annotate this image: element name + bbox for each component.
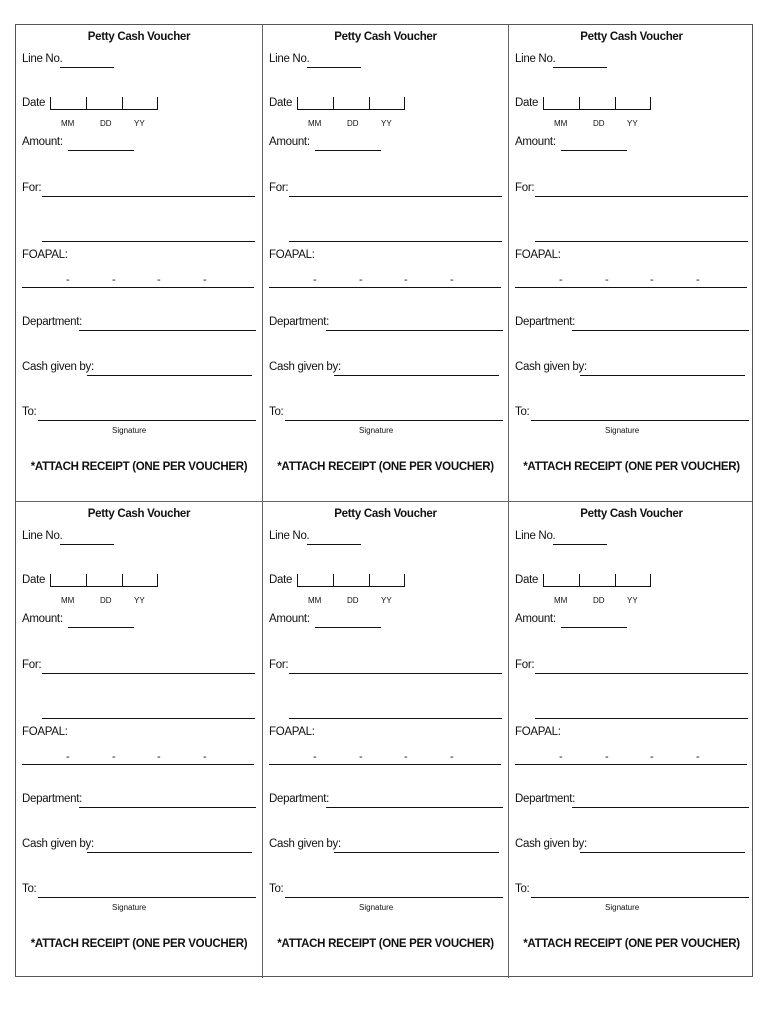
date-month-label: MM — [554, 119, 568, 128]
for-field-line-2[interactable] — [535, 718, 748, 719]
foapal-field[interactable] — [22, 764, 254, 765]
date-day-label: DD — [100, 119, 112, 128]
petty-cash-voucher — [262, 25, 508, 501]
to-label: To: — [22, 406, 37, 418]
voucher-title: Petty Cash Voucher — [87, 31, 191, 43]
date-day-label: DD — [100, 596, 112, 605]
for-field-line-2[interactable] — [42, 241, 255, 242]
foapal-separator: - — [696, 751, 700, 763]
foapal-field[interactable] — [269, 287, 501, 288]
foapal-field[interactable] — [515, 764, 747, 765]
department-field[interactable] — [572, 807, 749, 808]
for-label: For: — [22, 182, 42, 194]
date-field[interactable] — [543, 97, 651, 110]
foapal-label: FOAPAL: — [515, 249, 561, 261]
date-day-label: DD — [347, 119, 359, 128]
voucher-title: Petty Cash Voucher — [334, 508, 437, 520]
department-field[interactable] — [79, 330, 256, 331]
date-separator — [333, 97, 334, 109]
cash-given-by-field[interactable] — [580, 375, 745, 376]
department-label: Department: — [269, 316, 329, 328]
to-label: To: — [269, 406, 284, 418]
date-year-label: YY — [627, 596, 638, 605]
to-label: To: — [269, 883, 284, 895]
line-no-label: Line No. — [269, 53, 310, 65]
line-no-label: Line No. — [269, 530, 310, 542]
department-label: Department: — [22, 793, 82, 805]
petty-cash-voucher — [16, 502, 262, 978]
foapal-separator: - — [112, 274, 116, 286]
department-label: Department: — [22, 316, 82, 328]
voucher-title: Petty Cash Voucher — [334, 31, 437, 43]
department-label: Department: — [515, 316, 575, 328]
foapal-separator: - — [313, 751, 317, 763]
to-signature-field[interactable] — [285, 420, 503, 421]
date-separator — [122, 97, 123, 109]
date-label: Date — [269, 97, 293, 109]
amount-field[interactable] — [68, 150, 134, 151]
department-field[interactable] — [326, 330, 503, 331]
foapal-field[interactable] — [515, 287, 747, 288]
department-field[interactable] — [79, 807, 256, 808]
date-label: Date — [22, 97, 46, 109]
line-no-label: Line No. — [22, 530, 63, 542]
amount-field[interactable] — [315, 150, 381, 151]
foapal-separator: - — [66, 751, 70, 763]
line-no-label: Line No. — [22, 53, 63, 65]
signature-caption: Signature — [359, 903, 394, 912]
foapal-separator: - — [559, 274, 563, 286]
date-month-label: MM — [554, 596, 568, 605]
amount-label: Amount: — [22, 613, 63, 625]
for-label: For: — [269, 659, 289, 671]
petty-cash-voucher — [508, 25, 754, 501]
foapal-separator: - — [66, 274, 70, 286]
line-no-label: Line No. — [515, 530, 556, 542]
cash-given-by-label: Cash given by: — [515, 361, 587, 373]
for-label: For: — [515, 182, 535, 194]
to-label: To: — [22, 883, 37, 895]
cash-given-by-field[interactable] — [334, 375, 499, 376]
amount-label: Amount: — [515, 136, 556, 148]
for-field[interactable] — [289, 196, 502, 197]
department-label: Department: — [269, 793, 329, 805]
foapal-separator: - — [313, 274, 317, 286]
date-separator — [615, 97, 616, 109]
department-field[interactable] — [572, 330, 749, 331]
cash-given-by-field[interactable] — [87, 852, 252, 853]
date-separator — [369, 97, 370, 109]
date-year-label: YY — [381, 596, 392, 605]
attach-receipt-note: *ATTACH RECEIPT (ONE PER VOUCHER) — [277, 938, 494, 950]
foapal-separator: - — [605, 751, 609, 763]
signature-caption: Signature — [112, 426, 147, 435]
date-label: Date — [515, 97, 539, 109]
foapal-separator: - — [157, 751, 161, 763]
attach-receipt-note: *ATTACH RECEIPT (ONE PER VOUCHER) — [30, 461, 248, 473]
cash-given-by-label: Cash given by: — [22, 838, 94, 850]
date-day-label: DD — [347, 596, 359, 605]
voucher-row — [16, 25, 752, 501]
date-separator — [369, 574, 370, 586]
date-separator — [333, 574, 334, 586]
attach-receipt-note: *ATTACH RECEIPT (ONE PER VOUCHER) — [30, 938, 248, 950]
line-no-field[interactable] — [60, 544, 114, 545]
foapal-separator: - — [650, 274, 654, 286]
foapal-label: FOAPAL: — [22, 249, 68, 261]
department-field[interactable] — [326, 807, 503, 808]
date-separator — [579, 97, 580, 109]
attach-receipt-note: *ATTACH RECEIPT (ONE PER VOUCHER) — [277, 461, 494, 473]
foapal-label: FOAPAL: — [269, 249, 315, 261]
date-day-label: DD — [593, 596, 605, 605]
voucher-title: Petty Cash Voucher — [580, 508, 683, 520]
amount-field[interactable] — [561, 150, 627, 151]
cash-given-by-field[interactable] — [580, 852, 745, 853]
date-year-label: YY — [134, 596, 145, 605]
line-no-field[interactable] — [553, 67, 607, 68]
foapal-separator: - — [559, 751, 563, 763]
line-no-field[interactable] — [60, 67, 114, 68]
foapal-separator: - — [359, 751, 363, 763]
foapal-separator: - — [650, 751, 654, 763]
signature-caption: Signature — [605, 903, 640, 912]
foapal-field[interactable] — [269, 764, 501, 765]
foapal-label: FOAPAL: — [22, 726, 68, 738]
date-day-label: DD — [593, 119, 605, 128]
for-label: For: — [22, 659, 42, 671]
foapal-separator: - — [112, 751, 116, 763]
foapal-separator: - — [203, 751, 207, 763]
petty-cash-voucher — [262, 502, 508, 978]
to-label: To: — [515, 883, 530, 895]
foapal-separator: - — [450, 751, 454, 763]
signature-caption: Signature — [605, 426, 640, 435]
date-year-label: YY — [381, 119, 392, 128]
date-year-label: YY — [134, 119, 145, 128]
amount-label: Amount: — [22, 136, 63, 148]
date-field[interactable] — [50, 574, 158, 587]
date-label: Date — [515, 574, 539, 586]
foapal-separator: - — [696, 274, 700, 286]
date-separator — [615, 574, 616, 586]
for-field-line-2[interactable] — [289, 241, 502, 242]
date-month-label: MM — [308, 596, 322, 605]
for-field-line-2[interactable] — [289, 718, 502, 719]
amount-field[interactable] — [561, 627, 627, 628]
for-field[interactable] — [535, 673, 748, 674]
line-no-field[interactable] — [553, 544, 607, 545]
for-field[interactable] — [42, 673, 255, 674]
to-signature-field[interactable] — [531, 897, 749, 898]
for-field[interactable] — [42, 196, 255, 197]
voucher-sheet — [15, 24, 753, 977]
foapal-separator: - — [605, 274, 609, 286]
petty-cash-voucher — [16, 25, 262, 501]
to-signature-field[interactable] — [38, 897, 256, 898]
attach-receipt-note: *ATTACH RECEIPT (ONE PER VOUCHER) — [523, 938, 740, 950]
amount-label: Amount: — [515, 613, 556, 625]
date-separator — [86, 574, 87, 586]
attach-receipt-note: *ATTACH RECEIPT (ONE PER VOUCHER) — [523, 461, 740, 473]
foapal-label: FOAPAL: — [515, 726, 561, 738]
date-year-label: YY — [627, 119, 638, 128]
voucher-title: Petty Cash Voucher — [87, 508, 191, 520]
petty-cash-voucher — [508, 502, 754, 978]
foapal-separator: - — [404, 751, 408, 763]
department-label: Department: — [515, 793, 575, 805]
date-month-label: MM — [61, 119, 75, 128]
foapal-separator: - — [404, 274, 408, 286]
date-label: Date — [269, 574, 293, 586]
for-field[interactable] — [535, 196, 748, 197]
for-field-line-2[interactable] — [535, 241, 748, 242]
amount-label: Amount: — [269, 613, 310, 625]
foapal-label: FOAPAL: — [269, 726, 315, 738]
date-month-label: MM — [61, 596, 75, 605]
date-field[interactable] — [50, 97, 158, 110]
for-label: For: — [269, 182, 289, 194]
date-separator — [122, 574, 123, 586]
amount-label: Amount: — [269, 136, 310, 148]
date-field[interactable] — [543, 574, 651, 587]
cash-given-by-field[interactable] — [334, 852, 499, 853]
to-signature-field[interactable] — [38, 420, 256, 421]
signature-caption: Signature — [112, 903, 147, 912]
voucher-title: Petty Cash Voucher — [580, 31, 683, 43]
line-no-label: Line No. — [515, 53, 556, 65]
date-separator — [86, 97, 87, 109]
line-no-field[interactable] — [307, 67, 361, 68]
cash-given-by-label: Cash given by: — [269, 361, 341, 373]
foapal-separator: - — [157, 274, 161, 286]
cash-given-by-field[interactable] — [87, 375, 252, 376]
foapal-separator: - — [359, 274, 363, 286]
foapal-separator: - — [203, 274, 207, 286]
amount-field[interactable] — [315, 627, 381, 628]
foapal-field[interactable] — [22, 287, 254, 288]
for-label: For: — [515, 659, 535, 671]
signature-caption: Signature — [359, 426, 394, 435]
line-no-field[interactable] — [307, 544, 361, 545]
cash-given-by-label: Cash given by: — [515, 838, 587, 850]
date-field[interactable] — [297, 574, 405, 587]
cash-given-by-label: Cash given by: — [22, 361, 94, 373]
for-field-line-2[interactable] — [42, 718, 255, 719]
date-field[interactable] — [297, 97, 405, 110]
cash-given-by-label: Cash given by: — [269, 838, 341, 850]
foapal-separator: - — [450, 274, 454, 286]
date-label: Date — [22, 574, 46, 586]
to-label: To: — [515, 406, 530, 418]
date-separator — [579, 574, 580, 586]
for-field[interactable] — [289, 673, 502, 674]
to-signature-field[interactable] — [285, 897, 503, 898]
amount-field[interactable] — [68, 627, 134, 628]
to-signature-field[interactable] — [531, 420, 749, 421]
date-month-label: MM — [308, 119, 322, 128]
voucher-row — [16, 501, 752, 978]
